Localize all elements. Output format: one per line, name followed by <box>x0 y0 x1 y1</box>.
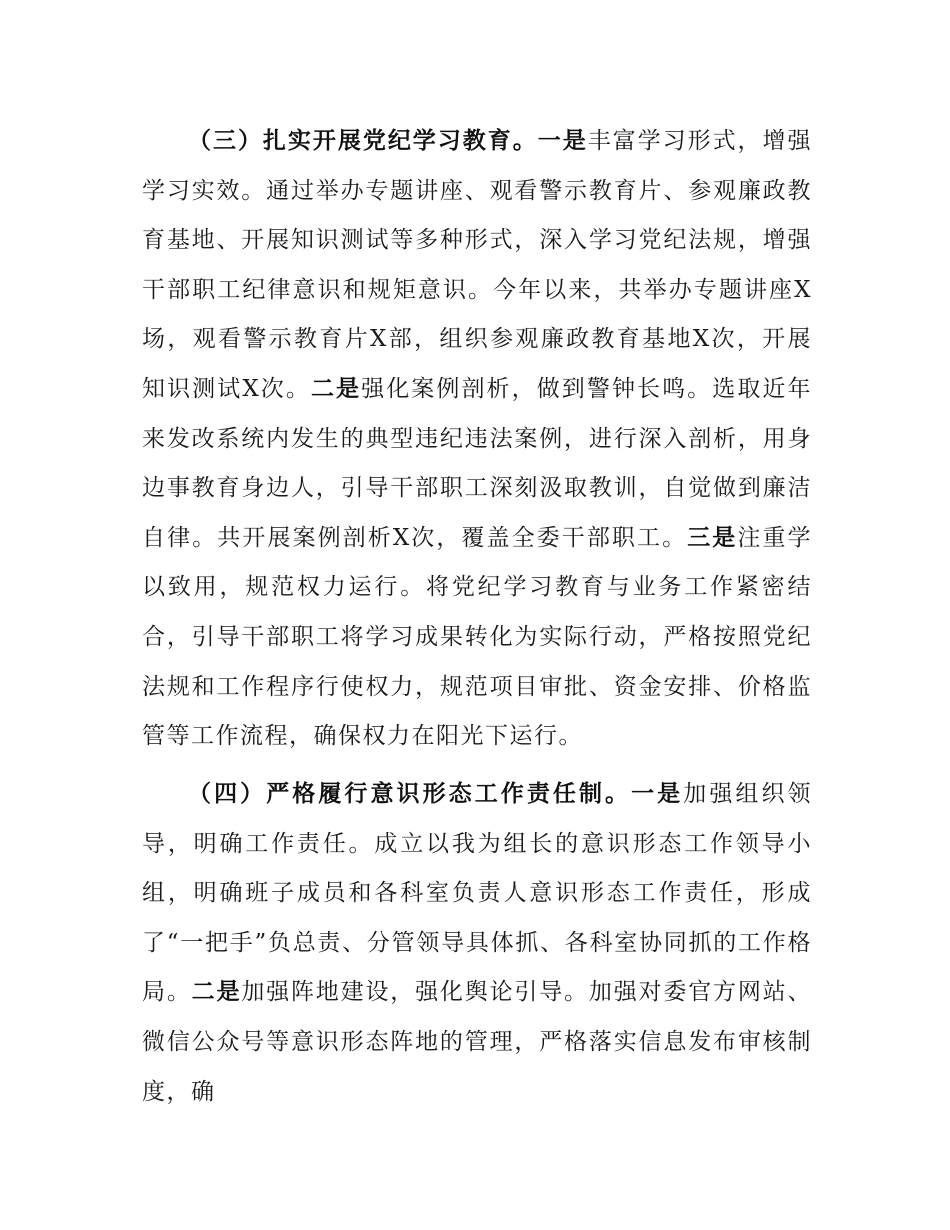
point-3-text: 注重学以致用，规范权力运行。将党纪学习教育与业务工作紧密结合，引导干部职工将学习成果转化为实际行动，严格按照党纪法规和工作程序行使权力，规范项目审批、资金安排、价格监管等工作流程，确保权力在阳光下运行。 <box>142 524 813 750</box>
section-4-heading: （四）严格履行意识形态工作责任制。 <box>188 781 632 807</box>
point-2-keyword: 二是 <box>191 979 242 1006</box>
section-4-paragraph <box>142 770 812 1117</box>
section-3-paragraph <box>142 117 812 762</box>
point-1-text: 加强组织领导，明确工作责任。成立以我为组长的意识形态工作领导小组，明确班子成员和各科室负责人意识形态工作责任，形成了“一把手”负总责、分管领导具体抓、各科室协同抓的工作格局。 <box>142 781 813 1006</box>
point-1-text: 丰富学习形式，增强学习实效。通过举办专题讲座、观看警示教育片、参观廉政教育基地、开展知识测试等多种形式，深入学习党纪法规，增强干部职工纪律意识和规矩意识。今年以来，共举办专题讲座X场，观看警示教育片X部，组织参观廉政教育基地X次，开展知识测试X次。 <box>142 128 813 402</box>
point-1-keyword: 一是 <box>537 128 588 154</box>
point-2-keyword: 二是 <box>310 375 362 402</box>
point-2-text: 强化案例剖析，做到警钟长鸣。选取近年来发改系统内发生的典型违纪违法案例，进行深入剖析，用身边事教育身边人，引导干部职工深刻汲取教训，自觉做到廉洁自律。共开展案例剖析X次，覆盖全委干部职工。 <box>142 375 813 551</box>
point-2-text: 加强阵地建设，强化舆论引导。加强对委官方网站、微信公众号等意识形态阵地的管理，严格落实信息发布审核制度，确 <box>142 979 813 1105</box>
point-1-keyword: 一是 <box>631 781 684 807</box>
section-3-heading: （三）扎实开展党纪学习教育。 <box>188 128 538 154</box>
point-3-keyword: 三是 <box>687 524 738 551</box>
